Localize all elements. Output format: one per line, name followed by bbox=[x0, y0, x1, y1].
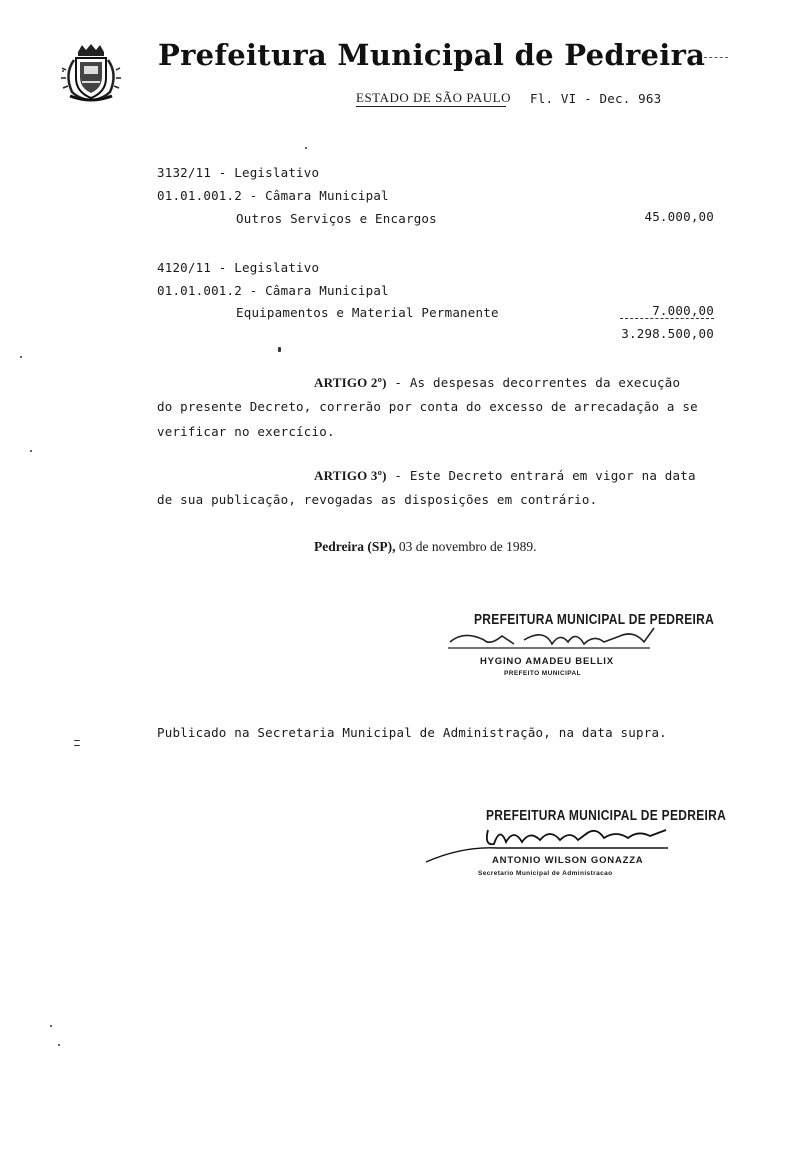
page-title: Prefeitura Municipal de Pedreira bbox=[158, 38, 706, 72]
article-2-line-3: verificar no exercício. bbox=[157, 424, 335, 439]
article-2-line-1 bbox=[314, 375, 680, 391]
folio-reference: Fl. VI - Dec. 963 bbox=[530, 91, 662, 106]
signature-2-role: Secretario Municipal de Administracao bbox=[478, 870, 613, 877]
entry-unit: 01.01.001.2 - Câmara Municipal bbox=[157, 283, 389, 298]
article-2-text: - As despesas decorrentes da execução bbox=[386, 375, 681, 390]
entry-unit: 01.01.001.2 - Câmara Municipal bbox=[157, 188, 389, 203]
entry-amount: 7.000,00 bbox=[652, 303, 714, 318]
scan-speck bbox=[74, 745, 80, 746]
article-3-label: ARTIGO 3º) bbox=[314, 468, 387, 483]
article-3-text: - Este Decreto entrará em vigor na data bbox=[386, 468, 696, 483]
scan-speck bbox=[62, 70, 64, 72]
coat-of-arms-icon bbox=[60, 42, 122, 104]
total-amount: 3.298.500,00 bbox=[621, 326, 714, 341]
scan-speck bbox=[278, 347, 281, 352]
place: Pedreira (SP), bbox=[314, 539, 396, 554]
signature-1-name: HYGINO AMADEU BELLIX bbox=[480, 656, 614, 667]
entry-amount: 45.000,00 bbox=[644, 209, 714, 224]
entry-code: 4120/11 - Legislativo bbox=[157, 260, 320, 275]
place-date bbox=[314, 539, 536, 555]
title-dash-divider bbox=[704, 57, 728, 58]
scan-speck bbox=[58, 1044, 60, 1046]
signature-1-role: PREFEITO MUNICIPAL bbox=[504, 670, 582, 677]
article-3-line-2: de sua publicação, revogadas as disposições em contrário. bbox=[157, 492, 598, 507]
scan-speck bbox=[20, 356, 22, 358]
signature-1-org-stamp: PREFEITURA MUNICIPAL DE PEDREIRA bbox=[474, 610, 715, 628]
entry-code: 3132/11 - Legislativo bbox=[157, 165, 320, 180]
state-underline-divider bbox=[356, 106, 506, 107]
article-2-label: ARTIGO 2º) bbox=[314, 375, 387, 390]
signature-2-org-stamp: PREFEITURA MUNICIPAL DE PEDREIRA bbox=[486, 806, 727, 824]
scan-speck bbox=[50, 1025, 52, 1027]
scan-speck bbox=[74, 740, 80, 741]
signature-2-name: ANTONIO WILSON GONAZZA bbox=[492, 855, 644, 866]
scan-speck bbox=[30, 450, 32, 452]
subtotal-rule-divider bbox=[620, 318, 714, 319]
publication-note: Publicado na Secretaria Municipal de Administração, na data supra. bbox=[157, 725, 667, 740]
state-subtitle: ESTADO DE SÃO PAULO bbox=[356, 90, 511, 105]
article-2-line-2: do presente Decreto, correrão por conta do excesso de arrecadação a se bbox=[157, 399, 698, 414]
entry-description: Equipamentos e Material Permanente bbox=[236, 305, 499, 320]
article-3-line-1 bbox=[314, 468, 696, 484]
signature-1-scribble-icon bbox=[444, 622, 664, 656]
scan-speck bbox=[305, 147, 307, 149]
date: 03 de novembro de 1989. bbox=[395, 539, 537, 554]
entry-description: Outros Serviços e Encargos bbox=[236, 211, 437, 226]
